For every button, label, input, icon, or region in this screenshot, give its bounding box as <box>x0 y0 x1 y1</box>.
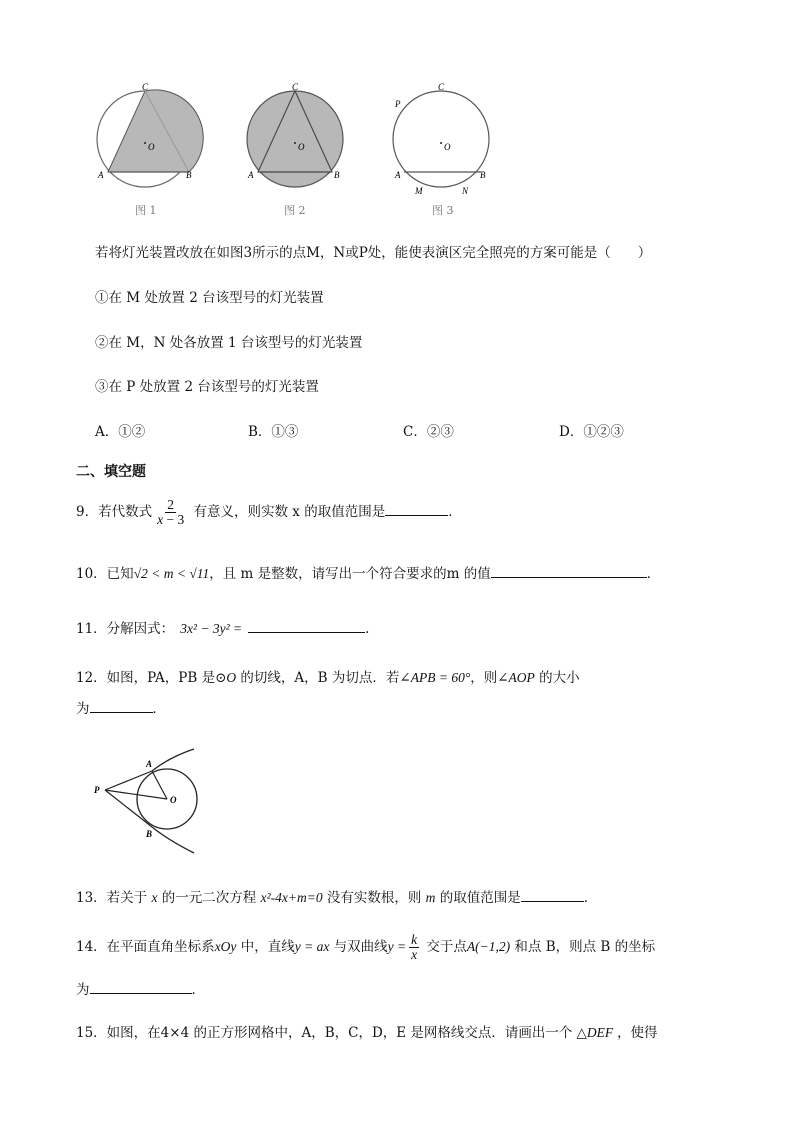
q8-stem: 若将灯光装置改放在如图3所示的点M，N或P处，能使表演区完全照亮的方案可能是（ ） <box>95 245 652 261</box>
q15-text-post: ，使得 <box>617 1025 658 1041</box>
q8-statement-1: ①在 M 处放置 2 台该型号的灯光装置 <box>95 290 324 306</box>
q13-var-x: x <box>151 890 158 905</box>
fig3-label-p: P <box>395 99 401 109</box>
question-12-line-2 <box>76 697 166 717</box>
fig3-label-n: N <box>462 186 469 196</box>
fig1-label-c: C <box>142 82 149 92</box>
q9-text-end: ． <box>448 504 462 521</box>
q14-answer-blank[interactable] <box>90 981 192 994</box>
q13-answer-blank[interactable] <box>521 889 584 902</box>
fig2-label-o: O <box>298 142 305 152</box>
q8-option-d[interactable]: D．①②③ <box>559 424 624 440</box>
question-13 <box>76 886 597 906</box>
q12-fig-label-a: A <box>146 759 153 769</box>
q14-text-mid: 中，直线 <box>236 939 295 956</box>
q12-angle-aop: ∠AOP <box>497 670 535 685</box>
q13-text-mid: 的一元二次方程 <box>157 890 261 906</box>
fig3-label-m: M <box>415 186 423 196</box>
q12-text-end: 的大小 <box>534 670 580 686</box>
figure-1 <box>88 80 208 220</box>
figure-2 <box>238 80 358 220</box>
q9-text-pre: 9．若代数式 <box>76 504 153 521</box>
fig2-label-a: A <box>248 170 254 180</box>
q8-statement-2: ②在 M，N 处各放置 1 台该型号的灯光装置 <box>95 335 363 351</box>
question-14-line-1 <box>76 933 655 962</box>
q9-numerator: 2 <box>167 497 175 512</box>
q14-hyperbola-y: y = <box>387 939 407 955</box>
q14-text-mid3: 交于点 <box>422 939 467 956</box>
q13-text-end: ． <box>583 890 598 906</box>
question-10 <box>76 562 660 582</box>
q11-text-end: . <box>365 621 370 637</box>
q15-triangle-def: △DEF <box>576 1025 614 1040</box>
q12-fig-label-o: O <box>170 795 177 805</box>
q14-line2-pre: 为 <box>76 982 90 998</box>
q12-circle-name: O <box>226 670 237 685</box>
q9-den-rest: − 3 <box>163 512 185 528</box>
q9-fraction <box>155 498 186 527</box>
q10-answer-blank[interactable] <box>491 565 647 578</box>
q11-expression: 3x² − 3y² = <box>180 621 243 636</box>
question-9 <box>76 498 462 527</box>
figure-1-caption: 图 1 <box>135 204 157 217</box>
q10-text-post: ，且 m 是整数，请写出一个符合要求的m 的值 <box>209 566 491 582</box>
q12-text-mid: 的切线，A，B 为切点．若 <box>236 670 400 686</box>
q14-line-eq: y = ax <box>294 939 330 955</box>
q14-xoy: xOy <box>214 939 237 955</box>
question-14-line-2 <box>76 978 205 998</box>
fig1-label-b: B <box>186 170 192 180</box>
section-2-title: 二、填空题 <box>76 464 146 480</box>
q12-line2-pre: 为 <box>76 701 90 717</box>
q15-text-pre: 15．如图，在4×4 的正方形网格中，A，B，C，D，E 是网格线交点．请画出一个 <box>76 1025 573 1041</box>
q8-option-b[interactable]: B．①③ <box>248 424 299 440</box>
q13-equation: x²-4x+m=0 <box>260 890 323 905</box>
q12-figure <box>92 745 232 855</box>
q14-hyperbola-fraction <box>409 933 419 962</box>
fig3-label-o: O <box>444 142 451 152</box>
q12-text-mid2: ，则 <box>470 670 498 686</box>
fig1-label-a: A <box>98 170 104 180</box>
q14-text-post: 和点 B，则点 B 的坐标 <box>510 939 656 956</box>
figure-3 <box>386 80 506 220</box>
q9-answer-blank[interactable] <box>385 503 448 516</box>
q13-text-post: 的取值范围是 <box>435 890 521 906</box>
q12-line2-end: ． <box>152 701 166 717</box>
q14-hyper-num: k <box>411 932 418 947</box>
q14-hyper-den: x <box>411 947 418 963</box>
figure-2-caption: 图 2 <box>284 204 306 217</box>
q8-statement-3: ③在 P 处放置 2 台该型号的灯光装置 <box>95 379 319 395</box>
q10-inequality: √2 < m < √11 <box>133 566 210 581</box>
figure-3-caption: 图 3 <box>432 204 454 217</box>
question-12-line-1 <box>76 666 580 686</box>
fig3-label-c: C <box>438 82 445 92</box>
q11-answer-blank[interactable] <box>248 620 365 633</box>
q12-text-pre: 12．如图，PA，PB 是⊙ <box>76 670 227 686</box>
q12-angle-apb: ∠APB = 60° <box>399 670 471 685</box>
q14-text-pre: 14．在平面直角坐标系 <box>76 939 215 956</box>
q14-point-a: A(−1,2) <box>466 939 511 955</box>
question-11 <box>76 617 369 637</box>
q13-text-mid2: 没有实数根，则 <box>322 890 426 906</box>
q13-var-m: m <box>425 890 436 905</box>
q10-text-end: ． <box>646 566 661 582</box>
q11-text-pre: 11．分解因式： <box>76 621 175 637</box>
q12-fig-label-b: B <box>146 829 153 839</box>
fig1-label-o: O <box>148 142 155 152</box>
fig2-label-c: C <box>292 82 299 92</box>
question-15 <box>76 1021 658 1041</box>
q9-text-post: 有意义，则实数 x 的取值范围是 <box>189 504 386 521</box>
q14-line2-end: ． <box>191 982 205 998</box>
q10-text-pre: 10．已知 <box>76 566 134 582</box>
q8-option-c[interactable]: C．②③ <box>403 424 454 440</box>
q12-fig-label-p: P <box>94 785 100 795</box>
fig3-label-b: B <box>480 170 486 180</box>
q9-den-var: x <box>157 512 164 528</box>
q13-text-pre: 13．若关于 <box>76 890 152 906</box>
q12-answer-blank[interactable] <box>90 700 153 713</box>
q14-text-mid2: 与双曲线 <box>329 939 388 956</box>
fig2-label-b: B <box>334 170 340 180</box>
q8-option-a[interactable]: A．①② <box>95 424 146 440</box>
fig3-label-a: A <box>395 170 401 180</box>
